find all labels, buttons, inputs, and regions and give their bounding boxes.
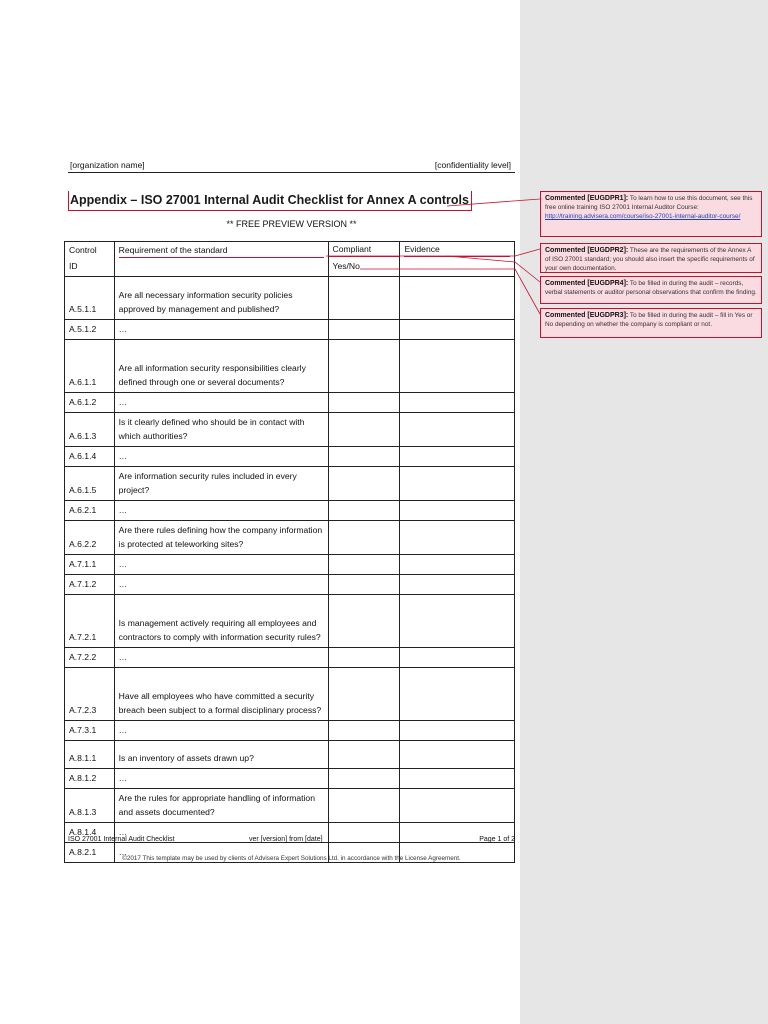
evidence-cell[interactable] <box>400 575 515 595</box>
comment-author: Commented [EUGDPR4]: <box>545 280 629 287</box>
table-row <box>65 595 515 648</box>
compliant-cell[interactable] <box>328 648 400 668</box>
compliant-cell[interactable] <box>328 555 400 575</box>
requirement-cell: Have all employees who have committed a security breach been subject to a formal disciplinary process? <box>114 668 328 721</box>
copyright-notice: ©2017 This template may be used by clients of Advisera Expert Solutions Ltd. in accordance with the License Agreement. <box>122 855 461 862</box>
comment-eugdpr4[interactable] <box>540 276 762 304</box>
requirement-cell: … <box>114 393 328 413</box>
evidence-cell[interactable] <box>400 789 515 823</box>
evidence-cell[interactable] <box>400 501 515 521</box>
requirement-cell: Is an inventory of assets drawn up? <box>114 741 328 769</box>
table-row <box>65 555 515 575</box>
header-compliant-label: Compliant <box>329 242 400 257</box>
header-control-label: Control <box>69 245 97 255</box>
control-id-cell: A.8.1.2 <box>65 769 115 789</box>
requirement-cell: Is it clearly defined who should be in contact with which authorities? <box>114 413 328 447</box>
header-compliant[interactable] <box>328 242 400 277</box>
requirement-cell: … <box>114 555 328 575</box>
evidence-cell[interactable] <box>400 595 515 648</box>
evidence-cell[interactable] <box>400 769 515 789</box>
compliant-cell[interactable] <box>328 393 400 413</box>
control-id-cell: A.7.2.1 <box>65 595 115 648</box>
compliant-cell[interactable] <box>328 823 400 843</box>
control-id-cell: A.8.1.1 <box>65 741 115 769</box>
table-row <box>65 340 515 393</box>
comment-eugdpr1[interactable] <box>540 191 762 237</box>
requirement-cell: … <box>114 721 328 741</box>
table-row <box>65 648 515 668</box>
evidence-cell[interactable] <box>400 648 515 668</box>
requirement-cell: Are information security rules included in every project? <box>114 467 328 501</box>
compliant-cell[interactable] <box>328 447 400 467</box>
requirement-cell: … <box>114 769 328 789</box>
requirement-cell: … <box>114 843 328 863</box>
compliant-cell[interactable] <box>328 595 400 648</box>
compliant-cell[interactable] <box>328 413 400 447</box>
requirement-cell: Are there rules defining how the company information is protected at teleworking sites? <box>114 521 328 555</box>
control-id-cell: A.7.2.2 <box>65 648 115 668</box>
table-row <box>65 789 515 823</box>
preview-label: ** FREE PREVIEW VERSION ** <box>226 219 357 229</box>
audit-checklist-table <box>64 241 515 863</box>
evidence-cell[interactable] <box>400 721 515 741</box>
control-id-cell: A.6.1.2 <box>65 393 115 413</box>
compliant-cell[interactable] <box>328 668 400 721</box>
comment-author: Commented [EUGDPR1]: <box>545 195 629 202</box>
comment-eugdpr3[interactable] <box>540 308 762 338</box>
table-row <box>65 575 515 595</box>
header-control-id <box>65 242 115 277</box>
comment-eugdpr2[interactable] <box>540 243 762 273</box>
table-row <box>65 320 515 340</box>
comments-pane <box>520 0 768 1024</box>
table-row <box>65 413 515 447</box>
control-id-cell: A.6.1.4 <box>65 447 115 467</box>
table-row <box>65 741 515 769</box>
evidence-cell[interactable] <box>400 277 515 320</box>
evidence-cell[interactable] <box>400 320 515 340</box>
control-id-cell: A.5.1.1 <box>65 277 115 320</box>
requirement-cell: Is management actively requiring all employees and contractors to comply with information security rules? <box>114 595 328 648</box>
compliant-cell[interactable] <box>328 575 400 595</box>
evidence-cell[interactable] <box>400 555 515 575</box>
control-id-cell: A.6.1.3 <box>65 413 115 447</box>
page-header <box>68 158 515 173</box>
comment-text: These are the requirements of the Annex A of ISO 27001 standard; you should also insert the specific requirements of your own documentation. <box>545 247 755 272</box>
comment-author: Commented [EUGDPR3]: <box>545 312 629 319</box>
evidence-cell[interactable] <box>400 340 515 393</box>
comment-text: To be filled in during the audit – fill in Yes or No depending on whether the company is compliant or not. <box>545 312 753 328</box>
header-requirement[interactable] <box>114 242 328 277</box>
confidentiality-level: [confidentiality level] <box>434 160 511 170</box>
evidence-cell[interactable] <box>400 393 515 413</box>
control-id-cell: A.8.1.3 <box>65 789 115 823</box>
evidence-cell[interactable] <box>400 668 515 721</box>
comment-text: To learn how to use this document, see this free online training ISO 27001 Internal Auditor Course: <box>545 195 753 211</box>
control-id-cell: A.7.1.2 <box>65 575 115 595</box>
header-requirement-label: Requirement of the standard <box>119 243 324 258</box>
footer-doc-name: ISO 27001 Internal Audit Checklist <box>68 836 175 843</box>
footer-version: ver [version] from [date] <box>249 836 323 843</box>
evidence-cell[interactable] <box>400 741 515 769</box>
control-id-cell: A.5.1.2 <box>65 320 115 340</box>
training-link[interactable]: http://training.advisera.com/course/iso-27001-internal-auditor-course/ <box>545 213 741 220</box>
table-row <box>65 501 515 521</box>
table-row <box>65 521 515 555</box>
compliant-cell[interactable] <box>328 741 400 769</box>
compliant-cell[interactable] <box>328 467 400 501</box>
table-row <box>65 668 515 721</box>
header-evidence-label: Evidence <box>404 242 510 257</box>
table-row <box>65 447 515 467</box>
compliant-cell[interactable] <box>328 501 400 521</box>
control-id-cell: A.6.1.1 <box>65 340 115 393</box>
evidence-cell[interactable] <box>400 467 515 501</box>
requirement-cell: … <box>114 447 328 467</box>
control-id-cell: A.6.2.1 <box>65 501 115 521</box>
compliant-cell[interactable] <box>328 769 400 789</box>
requirement-cell: Are all necessary information security policies approved by management and published? <box>114 277 328 320</box>
requirement-cell: Are the rules for appropriate handling of information and assets documented? <box>114 789 328 823</box>
header-id-label: ID <box>69 261 78 271</box>
evidence-cell[interactable] <box>400 447 515 467</box>
document-title[interactable]: Appendix – ISO 27001 Internal Audit Checklist for Annex A controls <box>68 191 472 211</box>
header-evidence[interactable] <box>400 242 515 277</box>
evidence-cell[interactable] <box>400 521 515 555</box>
compliant-cell[interactable] <box>328 721 400 741</box>
control-id-cell: A.7.3.1 <box>65 721 115 741</box>
footer-page-number: Page 1 of 2 <box>479 836 515 843</box>
requirement-cell: … <box>114 320 328 340</box>
control-id-cell: A.6.2.2 <box>65 521 115 555</box>
compliant-cell[interactable] <box>328 320 400 340</box>
table-row <box>65 721 515 741</box>
compliant-cell[interactable] <box>328 789 400 823</box>
organization-name: [organization name] <box>70 160 145 170</box>
control-id-cell: A.8.1.4 <box>65 823 115 843</box>
table-header-row <box>65 242 515 277</box>
compliant-cell[interactable] <box>328 340 400 393</box>
requirement-cell: … <box>114 575 328 595</box>
control-id-cell: A.7.1.1 <box>65 555 115 575</box>
requirement-cell: … <box>114 823 328 843</box>
compliant-cell[interactable] <box>328 277 400 320</box>
control-id-cell: A.6.1.5 <box>65 467 115 501</box>
comment-text: To be filled in during the audit – records, verbal statements or auditor personal observations that confirm the finding. <box>545 280 757 296</box>
control-id-cell: A.7.2.3 <box>65 668 115 721</box>
requirement-cell: … <box>114 648 328 668</box>
compliant-cell[interactable] <box>328 521 400 555</box>
table-row <box>65 277 515 320</box>
requirement-cell: Are all information security responsibilities clearly defined through one or several documents? <box>114 340 328 393</box>
requirement-cell: … <box>114 501 328 521</box>
table-row <box>65 769 515 789</box>
table-row <box>65 393 515 413</box>
header-yesno-label: Yes/No <box>332 261 360 271</box>
control-id-cell: A.8.2.1 <box>65 843 115 863</box>
evidence-cell[interactable] <box>400 413 515 447</box>
table-row <box>65 467 515 501</box>
comment-author: Commented [EUGDPR2]: <box>545 247 629 254</box>
